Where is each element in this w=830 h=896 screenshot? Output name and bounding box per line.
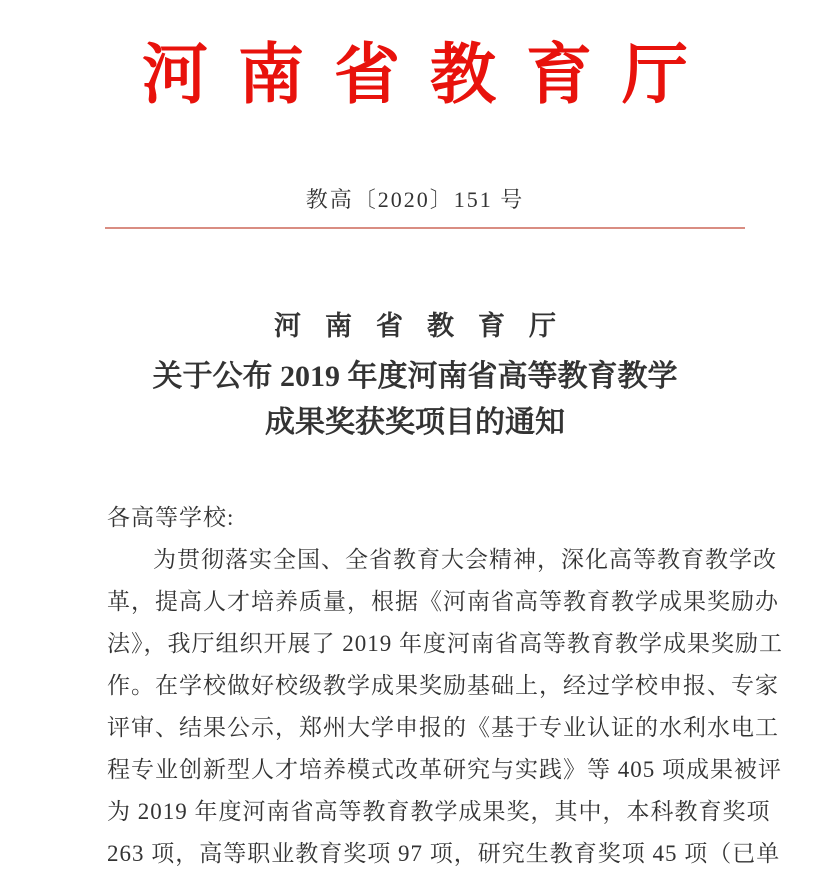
body-line: 263 项，高等职业教育奖项 97 项，研究生教育奖项 45 项（已单 bbox=[107, 841, 781, 866]
notice-title-line-1: 河南省教育厅 bbox=[274, 311, 580, 341]
notice-title-line-2: 关于公布 2019 年度河南省高等教育教学 bbox=[152, 360, 678, 393]
body-line: 革，提高人才培养质量，根据《河南省高等教育教学成果奖励办 bbox=[107, 589, 779, 614]
notice-body bbox=[107, 497, 783, 875]
body-line: 法》，我厅组织开展了 2019 年度河南省高等教育教学成果奖励工 bbox=[107, 631, 783, 656]
document-number: 教高〔2020〕151 号 bbox=[305, 187, 525, 212]
agency-header-title: 河南省教育厅 bbox=[142, 39, 718, 112]
notice-title-line-3: 成果奖获奖项目的通知 bbox=[265, 406, 565, 439]
salutation: 各高等学校: bbox=[107, 505, 235, 530]
body-line: 为贯彻落实全国、全省教育大会精神，深化高等教育教学改 bbox=[153, 547, 777, 572]
notice-title-block bbox=[0, 306, 830, 446]
red-divider-line bbox=[105, 227, 745, 229]
body-line: 评审、结果公示，郑州大学申报的《基于专业认证的水利水电工 bbox=[107, 715, 779, 740]
body-line: 程专业创新型人才培养模式改革研究与实践》等 405 项成果被评 bbox=[107, 757, 782, 782]
body-line: 为 2019 年度河南省高等教育教学成果奖，其中，本科教育奖项 bbox=[107, 799, 771, 824]
body-line: 作。在学校做好校级教学成果奖励基础上，经过学校申报、专家 bbox=[107, 673, 779, 698]
